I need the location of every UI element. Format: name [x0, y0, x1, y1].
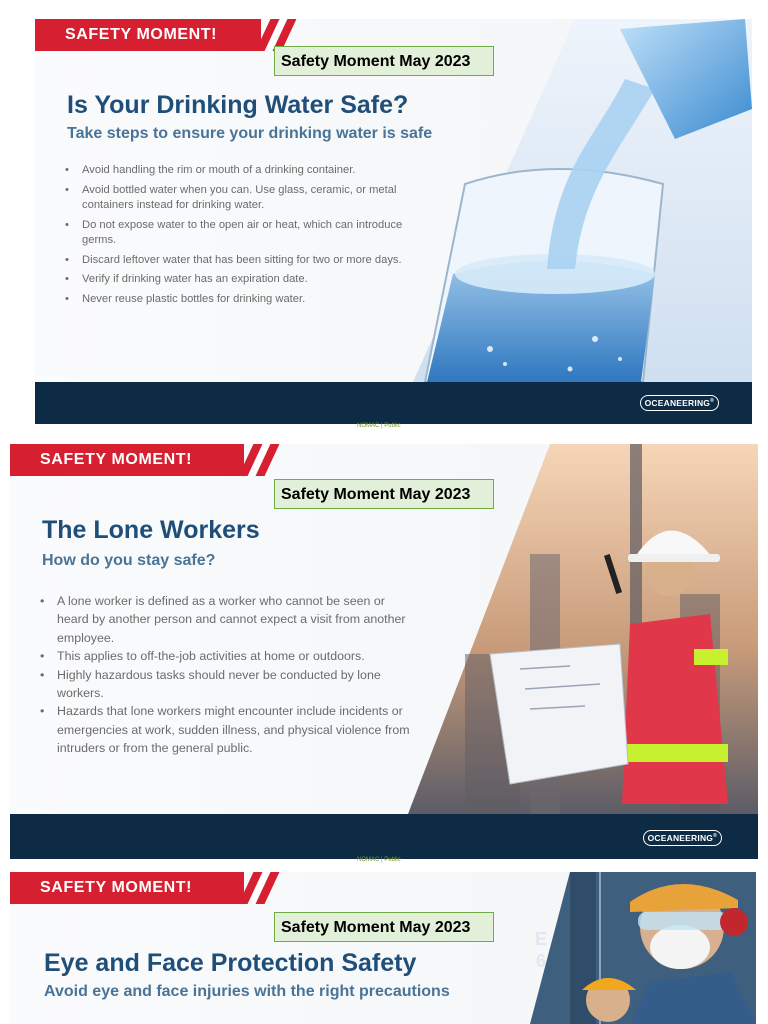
slide-eye-face-protection	[10, 872, 756, 1024]
classification-label: NOMAC | Public	[357, 423, 401, 429]
registered-mark: ®	[713, 833, 717, 840]
slide-footer	[10, 814, 758, 859]
slide-subtitle: Avoid eye and face injuries with the right precautions	[44, 983, 450, 1000]
safety-moment-banner: SAFETY MOMENT!	[35, 19, 261, 51]
list-item: • A lone worker is defined as a worker who cannot be seen or heard by another person and cannot expect a visit from another employee.	[40, 592, 415, 647]
list-item: • Discard leftover water that has been sitting for two or more days.	[65, 253, 429, 269]
slide-subtitle: Take steps to ensure your drinking water is safe	[67, 125, 433, 142]
slide-title: The Lone Workers	[42, 516, 260, 544]
list-item: • Avoid bottled water when you can. Use glass, ceramic, or metal containers instead for drinking water.	[65, 183, 429, 214]
safety-moment-banner: SAFETY MOMENT!	[10, 444, 244, 476]
slide-title: Is Your Drinking Water Safe?	[67, 91, 409, 119]
safety-moment-banner: SAFETY MOMENT!	[10, 872, 244, 904]
list-item: • Highly hazardous tasks should never be conducted by lone workers.	[40, 666, 415, 703]
oceaneering-logo	[643, 830, 722, 846]
bullet-list	[65, 163, 429, 311]
list-item: • Hazards that lone workers might encounter include incidents or emergencies at work, sudden illness, and physical violence from intruders or from the general public.	[40, 702, 415, 757]
month-label: Safety Moment May 2023	[274, 46, 494, 76]
list-item: • Never reuse plastic bottles for drinking water.	[65, 292, 429, 308]
bullet-list	[40, 592, 415, 758]
list-item: • This applies to off-the-job activities at home or outdoors.	[40, 647, 415, 665]
registered-mark: ®	[710, 398, 714, 405]
logo-text: OCEANEERING	[647, 833, 714, 843]
slide-title: Eye and Face Protection Safety	[44, 949, 417, 977]
slide-footer	[35, 382, 752, 424]
oceaneering-logo	[640, 395, 719, 411]
logo-text: OCEANEERING	[644, 398, 711, 408]
slide-lone-workers	[10, 444, 758, 859]
photo-wall-marking: E 6	[534, 929, 547, 971]
slide-subtitle: How do you stay safe?	[42, 552, 216, 569]
list-item: • Avoid handling the rim or mouth of a drinking container.	[65, 163, 429, 179]
list-item: • Verify if drinking water has an expiration date.	[65, 272, 429, 288]
month-label: Safety Moment May 2023	[274, 479, 494, 509]
slide-drinking-water	[35, 19, 752, 424]
list-item: • Do not expose water to the open air or heat, which can introduce germs.	[65, 218, 429, 249]
classification-label: NOMAC | Public	[357, 857, 401, 863]
month-label: Safety Moment May 2023	[274, 912, 494, 942]
